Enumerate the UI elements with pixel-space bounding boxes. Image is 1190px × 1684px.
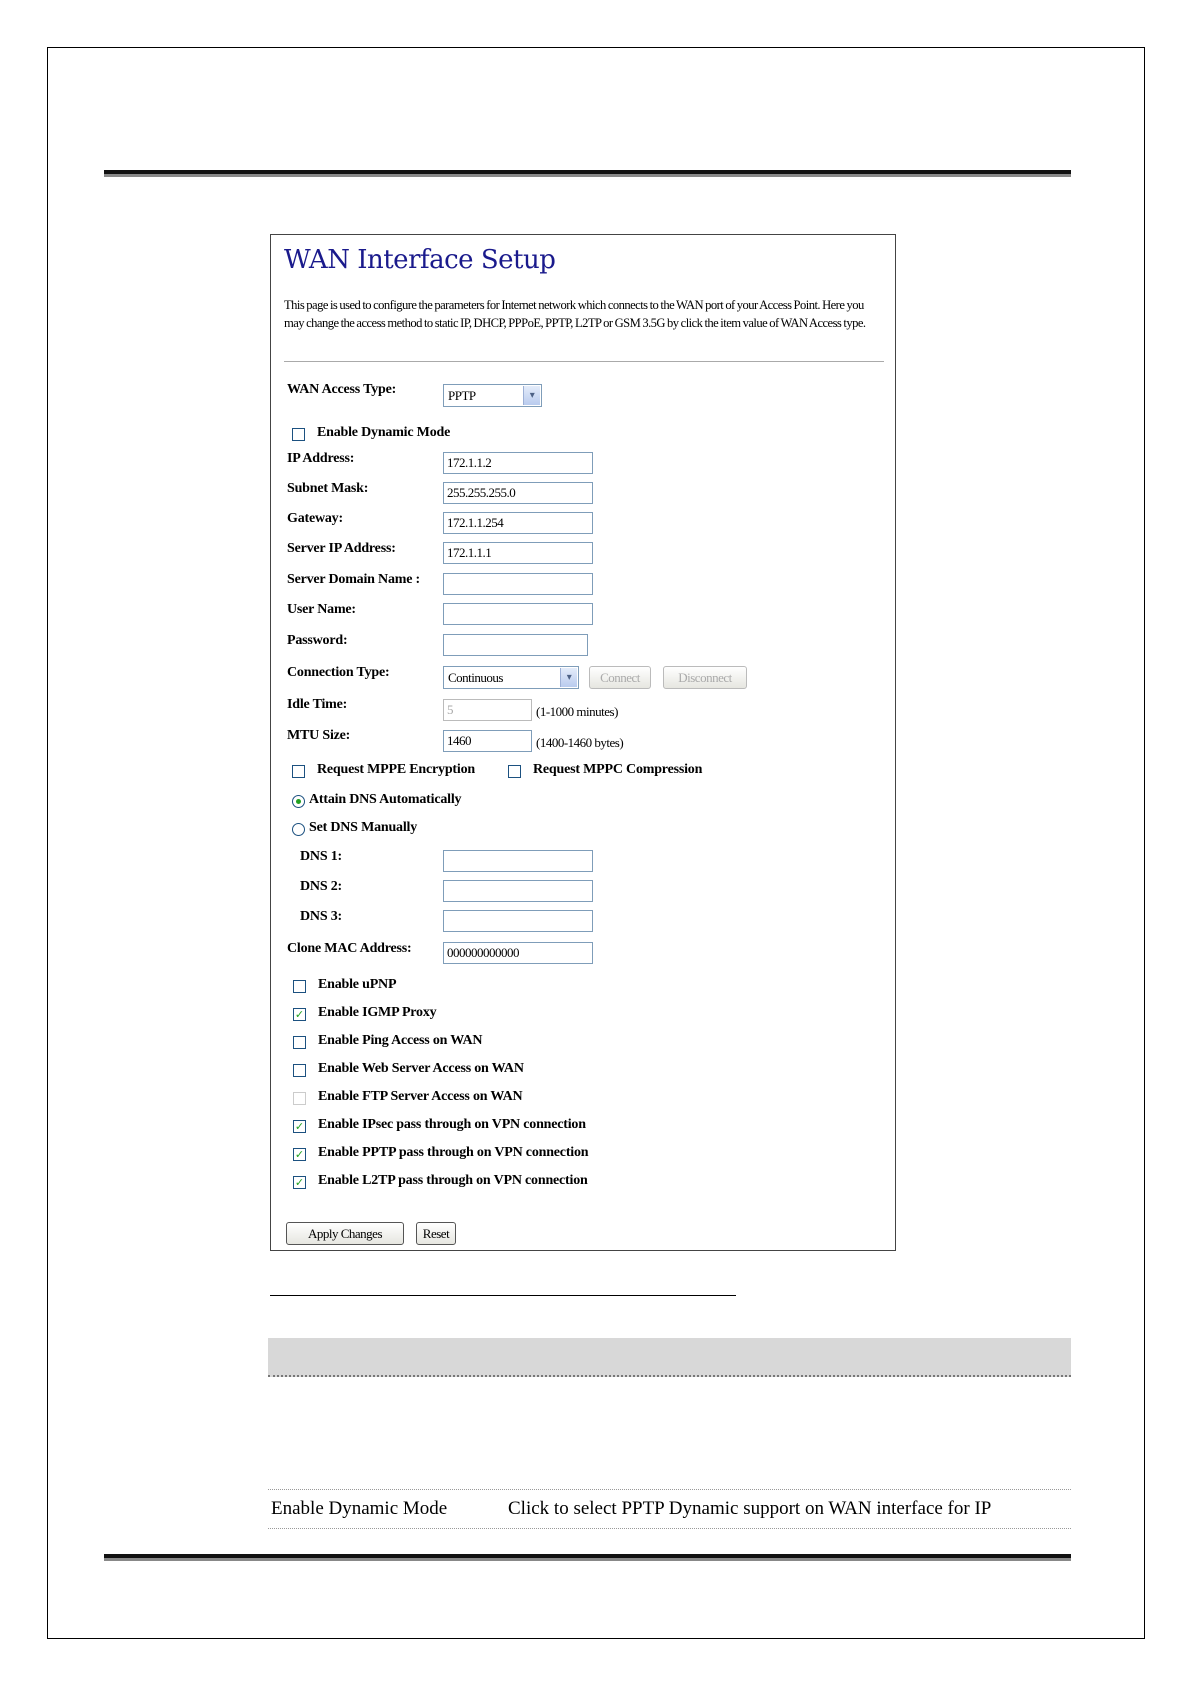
table-row-separator <box>268 1489 1071 1490</box>
wan-access-type-value: PPTP <box>448 388 476 403</box>
dns1-input[interactable] <box>443 850 593 872</box>
gateway-input[interactable]: 172.1.1.254 <box>443 512 593 534</box>
reset-button[interactable]: Reset <box>416 1222 456 1245</box>
enable-ftp-server-access-checkbox[interactable] <box>293 1092 306 1105</box>
wan-access-type-label: WAN Access Type: <box>287 382 397 397</box>
enable-upnp-checkbox[interactable] <box>293 980 306 993</box>
idle-time-input[interactable]: 5 <box>443 699 532 721</box>
clone-mac-label: Clone MAC Address: <box>287 941 412 956</box>
mppe-label: Request MPPE Encryption <box>317 762 475 777</box>
ip-address-input[interactable]: 172.1.1.2 <box>443 452 593 474</box>
header-rule <box>104 170 1071 177</box>
password-label: Password: <box>287 633 348 648</box>
enable-igmp-proxy-label: Enable IGMP Proxy <box>318 1005 437 1020</box>
mppe-checkbox[interactable] <box>292 765 305 778</box>
user-name-input[interactable] <box>443 603 593 625</box>
chevron-down-icon: ▾ <box>560 668 577 687</box>
gateway-label: Gateway: <box>287 511 343 526</box>
table-row-separator <box>268 1528 1071 1529</box>
enable-dynamic-mode-checkbox[interactable] <box>292 428 305 441</box>
dns2-input[interactable] <box>443 880 593 902</box>
subnet-mask-label: Subnet Mask: <box>287 481 369 496</box>
dns2-label: DNS 2: <box>300 879 342 894</box>
server-domain-label: Server Domain Name : <box>287 572 420 587</box>
divider <box>284 361 884 362</box>
enable-pptp-passthrough-label: Enable PPTP pass through on VPN connection <box>318 1145 589 1160</box>
clone-mac-input[interactable]: 000000000000 <box>443 942 593 964</box>
connection-type-label: Connection Type: <box>287 665 390 680</box>
page-description: This page is used to configure the parameters for Internet network which connects to the WAN port of your Access Point. Here you may change the access method to static IP, DHCP, PPPoE, PPTP, L2TP or GSM 3.5G by click the item value of WAN Access type. <box>284 298 866 330</box>
caption-line <box>270 1295 736 1296</box>
enable-ftp-server-access-label: Enable FTP Server Access on WAN <box>318 1089 523 1104</box>
wan-setup-screenshot <box>270 234 896 1251</box>
dns-auto-label: Attain DNS Automatically <box>309 792 462 807</box>
dns-manual-radio[interactable] <box>292 823 305 836</box>
enable-web-server-access-checkbox[interactable] <box>293 1064 306 1077</box>
enable-l2tp-passthrough-label: Enable L2TP pass through on VPN connection <box>318 1173 588 1188</box>
dns3-label: DNS 3: <box>300 909 342 924</box>
password-input[interactable] <box>443 634 588 656</box>
dns1-label: DNS 1: <box>300 849 342 864</box>
server-ip-input[interactable]: 172.1.1.1 <box>443 542 593 564</box>
enable-igmp-proxy-checkbox[interactable]: ✓ <box>294 1008 305 1021</box>
apply-changes-button[interactable]: Apply Changes <box>286 1222 404 1245</box>
mtu-size-input[interactable]: 1460 <box>443 730 532 752</box>
enable-ipsec-passthrough-checkbox[interactable]: ✓ <box>294 1120 305 1133</box>
enable-upnp-label: Enable uPNP <box>318 977 397 992</box>
enable-pptp-passthrough-checkbox[interactable]: ✓ <box>294 1148 305 1161</box>
connect-button[interactable]: Connect <box>589 666 651 689</box>
dns3-input[interactable] <box>443 910 593 932</box>
enable-l2tp-passthrough-checkbox[interactable]: ✓ <box>294 1176 305 1189</box>
server-ip-label: Server IP Address: <box>287 541 396 556</box>
user-name-label: User Name: <box>287 602 356 617</box>
idle-time-hint: (1-1000 minutes) <box>536 704 618 719</box>
chevron-down-icon: ▾ <box>523 386 540 405</box>
enable-ping-access-label: Enable Ping Access on WAN <box>318 1033 483 1048</box>
connection-type-select[interactable] <box>443 666 579 689</box>
dns-manual-label: Set DNS Manually <box>309 820 418 835</box>
table-cell-description: Click to select PPTP Dynamic support on WAN interface for IP <box>508 1498 992 1519</box>
server-domain-input[interactable] <box>443 573 593 595</box>
subnet-mask-input[interactable]: 255.255.255.0 <box>443 482 593 504</box>
mppc-label: Request MPPC Compression <box>533 762 703 777</box>
idle-time-label: Idle Time: <box>287 697 348 712</box>
page-title: WAN Interface Setup <box>284 245 556 275</box>
footer-rule <box>104 1554 1071 1561</box>
enable-ping-access-checkbox[interactable] <box>293 1036 306 1049</box>
dns-auto-radio[interactable] <box>292 795 305 808</box>
mtu-size-hint: (1400-1460 bytes) <box>536 735 624 750</box>
radio-selected-dot <box>296 799 301 804</box>
disconnect-button[interactable]: Disconnect <box>663 666 747 689</box>
connection-type-value: Continuous <box>448 670 503 685</box>
mtu-size-label: MTU Size: <box>287 728 351 743</box>
table-header-row <box>268 1338 1071 1377</box>
ip-address-label: IP Address: <box>287 451 355 466</box>
mppc-checkbox[interactable] <box>508 765 521 778</box>
enable-ipsec-passthrough-label: Enable IPsec pass through on VPN connection <box>318 1117 586 1132</box>
enable-web-server-access-label: Enable Web Server Access on WAN <box>318 1061 524 1076</box>
enable-dynamic-mode-label: Enable Dynamic Mode <box>317 425 451 440</box>
wan-access-type-select[interactable] <box>443 384 542 407</box>
table-cell-label: Enable Dynamic Mode <box>271 1498 448 1519</box>
